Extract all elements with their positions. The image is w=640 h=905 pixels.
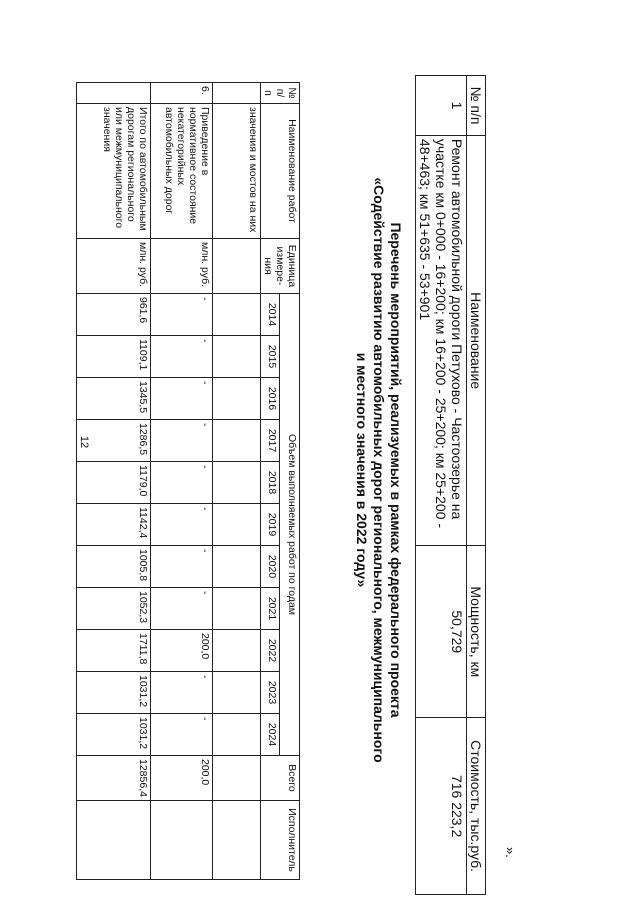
row-value xyxy=(213,462,261,504)
table-row xyxy=(416,76,467,895)
year-header: 2015 xyxy=(261,336,281,378)
row-num: 1 xyxy=(416,76,467,136)
year-header: 2019 xyxy=(261,504,281,546)
row-num: 6. xyxy=(151,83,213,104)
year-header: 2018 xyxy=(261,462,281,504)
row-value xyxy=(213,546,261,588)
row-name: Приведение в нормативное состояние некатегорийных автомобильных дорог xyxy=(151,104,213,239)
row-value: 1345,5 xyxy=(77,378,151,420)
row-num xyxy=(213,83,261,104)
row-value: 1179,0 xyxy=(77,462,151,504)
closing-quote: ». xyxy=(503,847,518,858)
row-value: 1052,3 xyxy=(77,588,151,630)
title-line: «Содействие развитию автомобильных дорог регионального, межмуниципального xyxy=(371,177,387,763)
year-header: 2014 xyxy=(261,294,281,336)
row-total: 12856,4 xyxy=(77,756,151,801)
year-header: 2020 xyxy=(261,546,281,588)
col-header-volume-group: Объем выполняемых работ по годам xyxy=(280,294,300,756)
col-header-cost: Стоимость, тыс.руб. xyxy=(467,718,486,895)
row-value: - xyxy=(151,378,213,420)
year-header: 2016 xyxy=(261,378,281,420)
row-value: 1005,8 xyxy=(77,546,151,588)
row-value: - xyxy=(151,420,213,462)
table-row xyxy=(213,83,261,880)
year-header: 2017 xyxy=(261,420,281,462)
row-value: - xyxy=(151,462,213,504)
row-executor xyxy=(77,800,151,879)
row-value: 1031,2 xyxy=(77,672,151,714)
year-header: 2022 xyxy=(261,630,281,672)
row-value: - xyxy=(151,588,213,630)
row-value xyxy=(213,672,261,714)
section-title xyxy=(353,120,404,820)
row-value xyxy=(213,336,261,378)
row-unit xyxy=(213,239,261,294)
row-value: 1711,8 xyxy=(77,630,151,672)
row-value xyxy=(213,714,261,756)
col-header-name: Наименование xyxy=(467,135,486,545)
row-value: 1142,4 xyxy=(77,504,151,546)
annual-works-table xyxy=(76,82,300,880)
col-header-num: № п/п xyxy=(261,83,300,104)
row-value xyxy=(213,420,261,462)
row-value: - xyxy=(151,546,213,588)
row-value: 200,0 xyxy=(151,630,213,672)
row-value: - xyxy=(151,336,213,378)
col-header-capacity: Мощность, км xyxy=(467,546,486,718)
row-value: - xyxy=(151,672,213,714)
col-header-name: Наименование работ xyxy=(261,104,300,239)
title-line: Перечень мероприятий, реализуемых в рамках федерального проекта xyxy=(388,222,404,718)
row-value: - xyxy=(151,504,213,546)
row-value: 961,6 xyxy=(77,294,151,336)
row-value xyxy=(213,630,261,672)
row-value xyxy=(213,294,261,336)
table-row xyxy=(77,83,151,880)
row-cost: 716 223,2 xyxy=(416,718,467,895)
row-total: 200,0 xyxy=(151,756,213,801)
col-header-executor: Исполнитель xyxy=(261,800,300,879)
year-header: 2024 xyxy=(261,714,281,756)
row-value xyxy=(213,588,261,630)
year-header: 2021 xyxy=(261,588,281,630)
col-header-unit: Единица измере-ния xyxy=(261,239,300,294)
year-header: 2023 xyxy=(261,672,281,714)
col-header-num: № п/п xyxy=(467,76,486,136)
row-name: значения и мостов на них xyxy=(213,104,261,239)
row-value: - xyxy=(151,714,213,756)
measures-table xyxy=(415,75,486,895)
row-value xyxy=(213,504,261,546)
table-row xyxy=(151,83,213,880)
row-unit: млн. руб. xyxy=(151,239,213,294)
row-value: 1286,5 xyxy=(77,420,151,462)
row-value: 1109,1 xyxy=(77,336,151,378)
row-executor xyxy=(151,800,213,879)
col-header-total: Всего xyxy=(261,756,300,801)
row-executor xyxy=(213,800,261,879)
row-unit: млн. руб. xyxy=(77,239,151,294)
page-number: 12 xyxy=(78,435,91,449)
row-capacity: 50,729 xyxy=(416,546,467,718)
row-total xyxy=(213,756,261,801)
title-line: и местного значения в 2022 году» xyxy=(354,352,370,588)
row-value xyxy=(213,378,261,420)
row-value: 1031,2 xyxy=(77,714,151,756)
row-value: - xyxy=(151,294,213,336)
row-name: Ремонт автомобильной дороги Петухово - Частоозерье на участке км 0+000 - 16+200; км 16+200 - 25+200; км 25+200 - 48+463; км 51+635 - 53+901 xyxy=(416,135,467,545)
row-name: Итого по автомобильным дорогам регионального или межмуниципального значения xyxy=(77,104,151,239)
row-num xyxy=(77,83,151,104)
